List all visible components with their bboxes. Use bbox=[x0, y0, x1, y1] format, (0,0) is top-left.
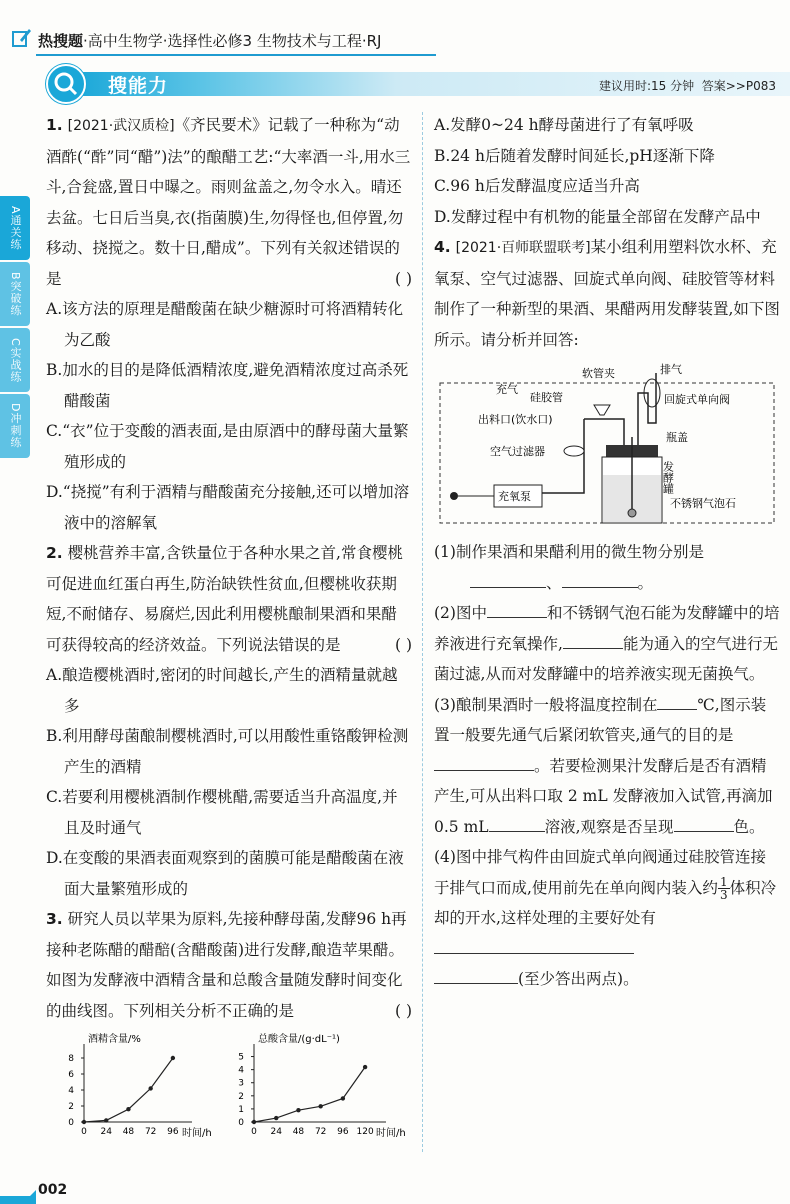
y-tick-label: 1 bbox=[238, 1104, 244, 1115]
right-column bbox=[434, 110, 780, 995]
question-number: 4. bbox=[434, 238, 451, 256]
label-oxygen-in: 充气 bbox=[496, 383, 518, 396]
answer-ref: 答案>>P083 bbox=[701, 79, 776, 93]
side-tab-c[interactable]: C实战练 bbox=[0, 328, 30, 392]
section-title: 搜能力 bbox=[108, 75, 169, 97]
q3-option-d: D.发酵过程中有机物的能量全部留在发酵产品中 bbox=[434, 207, 761, 226]
x-tick-label: 0 bbox=[251, 1127, 257, 1137]
line-charts bbox=[46, 1030, 412, 1140]
x-tick-label: 96 bbox=[167, 1127, 179, 1137]
label-air-filter: 空气过滤器 bbox=[490, 445, 545, 458]
data-point bbox=[126, 1107, 130, 1111]
x-tick-label: 48 bbox=[122, 1127, 135, 1137]
x-tick-label: 0 bbox=[81, 1127, 87, 1137]
question-stem: 樱桃营养丰富,含铁量位于各种水果之首,常食樱桃可促进血红蛋白再生,防治缺铁性贫血,但樱桃收获期短,不耐储存、易腐烂,因此利用樱桃酿制果酒和果醋可获得较高的经济效益。下列说法错误的是 bbox=[46, 544, 403, 654]
bubble-stone bbox=[628, 509, 636, 517]
label-silicone-tube: 硅胶管 bbox=[530, 391, 563, 404]
air-filter bbox=[564, 446, 584, 456]
label-pump: 充氧泵 bbox=[498, 490, 531, 503]
answer-blank[interactable] bbox=[434, 965, 518, 984]
q4-sub4: (4)图中排气构件由回旋式单向阀通过硅胶管连接于排气口而成,使用前先在单向阀内装入约 $\frac{1}{3}$ 体积冷却的开水,这样处理的主要好处有 (至少答出两点)。 bbox=[434, 848, 777, 988]
label-soft-clamp: 软管夹 bbox=[582, 367, 615, 380]
search-icon bbox=[46, 64, 86, 104]
question-source: [2021·武汉质检] bbox=[67, 118, 175, 134]
label-outlet: 出料口(饮水口) bbox=[478, 413, 553, 426]
question-source: [2021·百师联盟联考] bbox=[455, 240, 591, 256]
y-tick-label: 6 bbox=[68, 1070, 74, 1080]
x-tick-label: 72 bbox=[144, 1127, 157, 1137]
header-divider bbox=[36, 54, 436, 56]
option-b: B.加水的目的是降低酒精浓度,避免酒精浓度过高杀死醋酸菌 bbox=[46, 361, 409, 410]
q3-option-a: A.发酵0~24 h酵母菌进行了有氧呼吸 bbox=[434, 116, 694, 134]
x-tick-label: 120 bbox=[356, 1127, 374, 1137]
answer-blank[interactable] bbox=[657, 691, 697, 710]
page-number: 002 bbox=[38, 1182, 68, 1198]
data-point bbox=[318, 1104, 322, 1108]
x-axis-label: 时间/h bbox=[376, 1128, 406, 1139]
page-footer bbox=[0, 1168, 790, 1204]
question-stem: 《齐民要术》记载了一种称为“动酒酢(“酢”同“醋”)法”的酿醋工艺:“大率酒一斗,用水三斗,合瓮盛,置日中曝之。雨则盆盖之,勿令水入。晴还去盆。七日后当臭,衣(指菌膜)生,勿得怪也,但停置,勿移动、挠搅之。数十日,醋成”。下列有关叙述错误的是 bbox=[46, 116, 411, 288]
y-tick-label: 0 bbox=[238, 1118, 244, 1128]
exhaust-pipe bbox=[638, 373, 656, 445]
data-point bbox=[82, 1120, 86, 1124]
label-bubble-stone: 不锈钢气泡石 bbox=[670, 497, 736, 510]
answer-blank[interactable] bbox=[470, 569, 546, 588]
fraction: $\frac{1}{3}$ bbox=[719, 875, 728, 902]
option-d: D.在变酸的果酒表面观察到的菌膜可能是醋酸菌在液面大量繁殖形成的 bbox=[46, 849, 404, 898]
label-tank: 发酵罐 bbox=[661, 461, 675, 494]
x-tick-label: 24 bbox=[100, 1127, 112, 1137]
question-2 bbox=[46, 538, 412, 660]
side-tab-a[interactable]: A通关练 bbox=[0, 196, 30, 260]
y-tick-label: 2 bbox=[238, 1091, 244, 1102]
question-1 bbox=[46, 110, 412, 294]
q3-option-c: C.96 h后发酵温度应适当升高 bbox=[434, 177, 640, 195]
data-point bbox=[274, 1116, 278, 1120]
series-line bbox=[254, 1067, 365, 1122]
data-point bbox=[104, 1118, 108, 1122]
label-exhaust: 排气 bbox=[660, 363, 682, 376]
answer-blank[interactable] bbox=[487, 599, 547, 618]
question-number: 3. bbox=[46, 910, 63, 928]
suggested-time: 建议用时:15 分钟 bbox=[598, 79, 695, 93]
y-tick-label: 0 bbox=[68, 1118, 74, 1128]
answer-bracket: ( ) bbox=[394, 635, 412, 654]
brand-name: 热搜题 bbox=[38, 32, 84, 50]
x-tick-label: 96 bbox=[337, 1127, 349, 1137]
label-cap: 瓶盖 bbox=[666, 431, 688, 444]
data-point bbox=[252, 1120, 256, 1124]
question-stem: 研究人员以苹果为原料,先接种酵母菌,发酵96 h再接种老陈醋的醋醅(含醋酸菌)进行发酵,酿造苹果醋。如图为发酵液中酒精含量和总酸含量随发酵时间变化的曲线图。下列相关分析不正确的是 bbox=[46, 910, 407, 1020]
option-b: B.利用酵母菌酿制樱桃酒时,可以用酸性重铬酸钾检测产生的酒精 bbox=[46, 727, 409, 776]
column-divider bbox=[422, 112, 423, 1152]
option-a: A.该方法的原理是醋酸菌在缺少糖源时可将酒精转化为乙酸 bbox=[46, 300, 404, 349]
label-check-valve: 回旋式单向阀 bbox=[664, 393, 730, 406]
edit-icon bbox=[12, 26, 32, 48]
data-point bbox=[148, 1086, 152, 1090]
answer-blank[interactable] bbox=[562, 569, 638, 588]
y-tick-label: 2 bbox=[68, 1102, 74, 1112]
x-tick-label: 48 bbox=[292, 1127, 305, 1137]
book-path: ·高中生物学·选择性必修3 生物技术与工程·RJ bbox=[83, 32, 382, 50]
series-line bbox=[84, 1058, 173, 1122]
option-a: A.酿造樱桃酒时,密闭的时间越长,产生的酒精量就越多 bbox=[46, 666, 398, 715]
question-4 bbox=[434, 232, 780, 355]
answer-blank[interactable] bbox=[563, 630, 623, 649]
data-point bbox=[296, 1108, 300, 1112]
section-banner bbox=[46, 64, 790, 98]
option-c: C.若要利用樱桃酒制作樱桃醋,需要适当升高温度,并且及时通气 bbox=[46, 788, 398, 837]
option-c: C.“衣”位于变酸的酒表面,是由原酒中的酵母菌大量繁殖形成的 bbox=[46, 422, 409, 471]
data-point bbox=[171, 1056, 175, 1060]
x-tick-label: 24 bbox=[270, 1127, 282, 1137]
q4-sub1: (1)制作果酒和果醋利用的微生物分别是 、 。 bbox=[434, 543, 704, 592]
y-axis-label: 总酸含量/(g·dL⁻¹) bbox=[258, 1034, 340, 1045]
fermentation-apparatus-diagram bbox=[434, 363, 780, 527]
option-d: D.“挠搅”有利于酒精与醋酸菌充分接触,还可以增加溶液中的溶解氧 bbox=[46, 483, 410, 532]
answer-blank[interactable] bbox=[489, 813, 545, 832]
question-3 bbox=[46, 904, 412, 1026]
answer-blank[interactable] bbox=[674, 813, 734, 832]
q4-sub3: (3)酿制果酒时一般将温度控制在 ℃,图示装置一般要先通气后紧闭软管夹,通气的目的是。若要检测果汁发酵后是否有酒精产生,可从出料口取 2 mL 发酵液加入试管,再滴加0.5 mL 溶液,观察是否呈现 色。 bbox=[434, 690, 780, 843]
y-tick-label: 3 bbox=[238, 1078, 244, 1089]
y-tick-label: 5 bbox=[238, 1052, 244, 1063]
answer-bracket: ( ) bbox=[394, 269, 412, 288]
page-header bbox=[0, 0, 790, 58]
data-point bbox=[341, 1096, 345, 1100]
question-number: 2. bbox=[46, 544, 63, 562]
plug-icon bbox=[450, 492, 458, 500]
answer-blank[interactable] bbox=[434, 935, 634, 954]
question-number: 1. bbox=[46, 116, 63, 134]
q4-sub2: (2)图中 和不锈钢气泡石能为发酵罐中的培养液进行充氧操作, 能为通入的空气进行无菌过滤,从而对发酵罐中的培养液实现无菌换气。 bbox=[434, 598, 780, 690]
data-point bbox=[363, 1065, 367, 1069]
y-tick-label: 4 bbox=[68, 1086, 74, 1096]
outlet-funnel bbox=[594, 405, 610, 415]
x-tick-label: 72 bbox=[314, 1127, 327, 1137]
side-tabs bbox=[0, 196, 32, 460]
page-corner-mark bbox=[0, 1168, 36, 1204]
time-and-answer bbox=[599, 77, 776, 94]
answer-bracket: ( ) bbox=[394, 1001, 412, 1020]
y-tick-label: 4 bbox=[238, 1065, 244, 1076]
q3-option-b: B.24 h后随着发酵时间延长,pH逐渐下降 bbox=[434, 146, 715, 165]
y-axis-label: 酒精含量/% bbox=[88, 1034, 141, 1045]
q3-charts bbox=[46, 1030, 412, 1140]
question-stem: 某小组利用塑料饮水杯、充氧泵、空气过滤器、回旋式单向阀、硅胶管等材料制作了一种新型的果酒、果醋两用发酵装置,如下图所示。请分析并回答: bbox=[434, 238, 780, 349]
header-title bbox=[38, 30, 381, 51]
x-axis-label: 时间/h bbox=[182, 1128, 212, 1139]
y-tick-label: 8 bbox=[68, 1054, 74, 1064]
answer-blank[interactable] bbox=[434, 752, 534, 771]
side-tab-b[interactable]: B突破练 bbox=[0, 262, 30, 326]
left-column bbox=[46, 110, 412, 1140]
side-tab-d[interactable]: D冲刺练 bbox=[0, 394, 30, 458]
